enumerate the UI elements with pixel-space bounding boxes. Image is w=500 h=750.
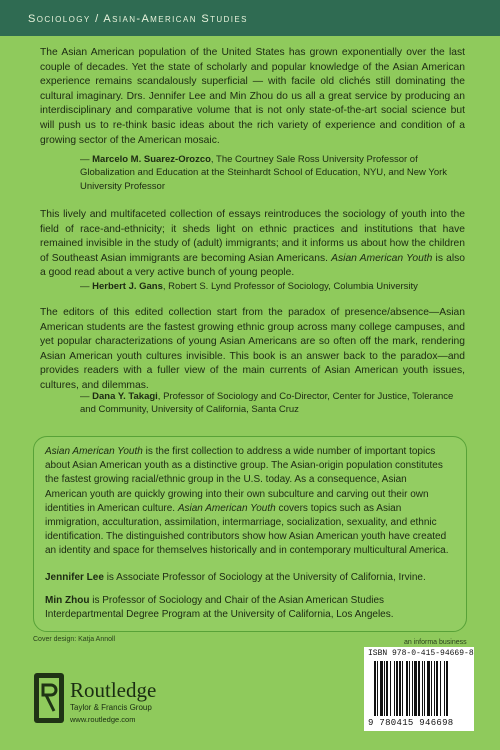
review-3-body: The editors of this edited collection start from the paradox of presence/absence—Asian American students are the fastest growing ethnic group across many college campuses, and yet popular characterizations of young Asian Americans are so often off the mark, rendering Asian American youth cultures invisible. This book is an answer back to the paradox—and provides readers with a fuller view of the main currents of Asian American youth issues, cultures, and dilemmas.: [40, 307, 465, 391]
description-part-1: is the first collection to address a wide number of important topics about Asian American youth as a distinctive group. The Asian-origin population constitutes the fastest growing racial/ethnic group in the U.S. today. As a consequence, Asian American youth are quickly growing into their own subculture and carving out their own identities in American culture.: [45, 446, 443, 514]
barcode-stripe: [431, 661, 432, 716]
barcode-number: 9 780415 946698: [368, 718, 454, 728]
publisher-name: Routledge: [70, 678, 157, 702]
barcode-stripe: [444, 661, 445, 716]
barcode-stripe: [390, 661, 391, 716]
barcode-stripe: [402, 661, 403, 716]
series-header-bar: [0, 0, 500, 36]
publisher-url[interactable]: www.routledge.com: [70, 715, 136, 724]
editor-1-bio: [45, 571, 450, 585]
dash: —: [80, 154, 93, 165]
dash: —: [80, 391, 93, 402]
review-3-attribution: [80, 390, 465, 417]
review-3-affiliation: , Professor of Sociology and Co-Director, Center for Justice, Tolerance and Community, University of California, Santa Cruz: [80, 391, 454, 416]
barcode-stripe: [422, 661, 423, 716]
barcode-icon: [374, 661, 466, 716]
review-1-affiliation: , The Courtney Sale Ross University Professor of Globalization and Education at the Steinhardt School of Education, NYU, and New York University Professor: [80, 154, 448, 192]
barcode-stripe: [386, 661, 388, 716]
review-1-body: The Asian American population of the United States has grown exponentially over the last couple of decades. Yet the state of scholarly and popular knowledge of the Asian American experience remains scandalously superficial — with facile old clichés still dominating the cultural imaginary. Drs. Jennifer Lee and Min Zhou do us all a great service by producing an interdisciplinary and comparative volume that is not only state-of-the-art social science but will push us to re-think basic ideas about the rich variety of experience and condition of a growing sector of the American mosaic.: [40, 47, 465, 146]
barcode-stripe: [434, 661, 435, 716]
review-2-book-title: Asian American Youth: [331, 252, 433, 264]
review-1-author: Marcelo M. Suarez-Orozco: [92, 154, 211, 165]
barcode-stripe: [380, 661, 383, 716]
barcode-stripe: [384, 661, 385, 716]
barcode-stripe: [394, 661, 395, 716]
publisher-group: Taylor & Francis Group: [70, 703, 152, 712]
cover-design-credit: Cover design: Katja Annoll: [33, 636, 116, 643]
editor-2-name: Min Zhou: [45, 595, 90, 606]
editor-2-bio: [45, 594, 450, 622]
editor-2-bio-text: is Professor of Sociology and Chair of the Asian American Studies Interdepartmental Degree Program at the University of California, Los Angeles.: [45, 595, 394, 621]
review-2-attribution: [80, 280, 465, 293]
book-title-1: Asian American Youth: [45, 446, 143, 457]
barcode-stripe: [406, 661, 408, 716]
review-2-affiliation: , Robert S. Lynd Professor of Sociology, Columbia University: [162, 281, 418, 292]
book-title-2: Asian American Youth: [177, 502, 276, 514]
review-1-text: [40, 46, 465, 148]
review-3-text: [40, 306, 465, 394]
review-2-body-end: is also a good read about a very active bunch of young people.: [40, 252, 465, 279]
barcode-stripe: [396, 661, 398, 716]
barcode-stripe: [412, 661, 413, 716]
review-1-attribution: [80, 153, 465, 193]
review-2-body-start: This lively and multifaceted collection of essays reintroduces the sociology of youth into the field of race-and-ethnicity; it sheds light on ethnic practices and institutions that have remained invisible in the study of (adult) immigrants; and it informs us about how the children of Southeast Asian immigrants are becoming Asian Americans.: [40, 209, 465, 264]
barcode-stripe: [440, 661, 441, 716]
dash: —: [80, 281, 93, 292]
barcode-stripe: [446, 661, 448, 716]
editor-1-name: Jennifer Lee: [45, 572, 104, 583]
series-label: Sociology / Asian-American Studies: [28, 13, 248, 25]
informa-business-label: an informa business: [404, 639, 467, 646]
barcode-stripe: [424, 661, 425, 716]
review-2-text: [40, 208, 465, 281]
barcode-stripe: [377, 661, 378, 716]
barcode-box: [364, 647, 474, 731]
book-description: [45, 445, 450, 559]
barcode-stripe: [427, 661, 430, 716]
isbn-label: ISBN 978-0-415-94669-8: [368, 649, 474, 658]
editor-1-bio-text: is Associate Professor of Sociology at the University of California, Irvine.: [103, 572, 426, 583]
routledge-logo-icon: [34, 673, 64, 723]
barcode-stripe: [436, 661, 438, 716]
barcode-stripe: [418, 661, 420, 716]
barcode-stripe: [414, 661, 417, 716]
review-3-author: Dana Y. Takagi: [92, 391, 158, 402]
review-2-author: Herbert J. Gans: [92, 281, 163, 292]
barcode-stripe: [374, 661, 376, 716]
barcode-stripe: [409, 661, 410, 716]
barcode-stripe: [399, 661, 401, 716]
description-part-2: covers topics such as Asian immigration, acculturation, assimilation, intermarriage, socialization, sexuality, and ethnic identification. The distinguished contributors show how Asian American youth have created an identity and space for themselves historically and in contemporary multicultural America.: [45, 502, 449, 557]
